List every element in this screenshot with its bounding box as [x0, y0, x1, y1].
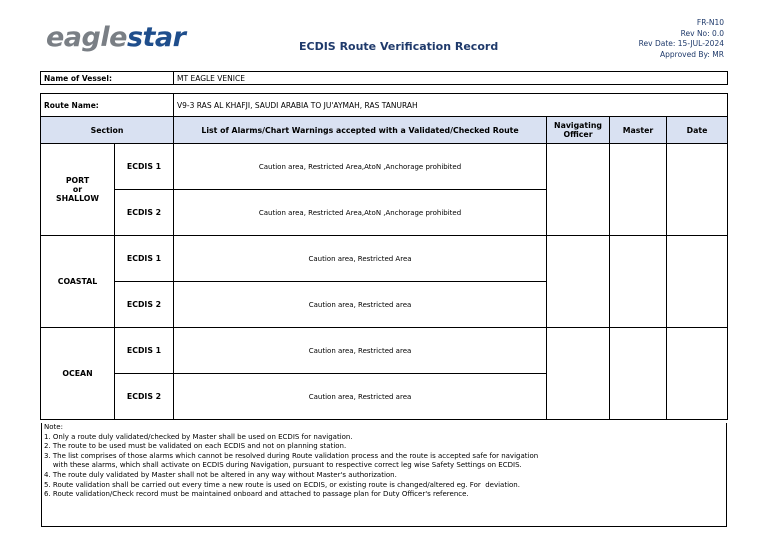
- column-header-row: [41, 117, 728, 144]
- alarm-list-cell[interactable]: Caution area, Restricted Area: [174, 236, 547, 282]
- approved-by: Approved By: MR: [660, 49, 724, 59]
- revision-number: Rev No: 0.0: [680, 28, 724, 38]
- master-signature-cell[interactable]: [610, 328, 667, 420]
- note-item: 4. The route duly validated by Master shall not be altered in any way without Master's authorization.: [44, 470, 397, 479]
- officer-signature-cell[interactable]: [547, 236, 610, 328]
- alarm-list-cell[interactable]: Caution area, Restricted area: [174, 328, 547, 374]
- date-header: Date: [667, 117, 728, 144]
- alarm-list-cell[interactable]: Caution area, Restricted area: [174, 282, 547, 328]
- section-coastal: COASTAL: [41, 236, 115, 328]
- form-number: FR-N10: [696, 18, 724, 27]
- document-control-block: [639, 18, 724, 60]
- section-ocean: OCEAN: [41, 328, 115, 420]
- ecdis-label: ECDIS 1: [115, 328, 174, 374]
- route-name-field[interactable]: V9-3 RAS AL KHAFJI, SAUDI ARABIA TO JU'AYMAH, RAS TANURAH: [174, 94, 728, 117]
- table-row: [41, 236, 728, 282]
- ecdis-label: ECDIS 2: [115, 190, 174, 236]
- master-header: Master: [610, 117, 667, 144]
- alarms-header: List of Alarms/Chart Warnings accepted with a Validated/Checked Route: [174, 117, 547, 144]
- route-row: [41, 94, 728, 117]
- vessel-label: Name of Vessel:: [41, 72, 174, 85]
- master-signature-cell[interactable]: [610, 144, 667, 236]
- note-item: 5. Route validation shall be carried out every time a new route is used on ECDIS, or existing route is changed/altered eg. For deviation.: [44, 480, 520, 489]
- notes-heading: Note:: [44, 423, 63, 431]
- section-port-shallow: PORT or SHALLOW: [41, 144, 115, 236]
- alarm-list-cell[interactable]: Caution area, Restricted Area,AtoN ,Anchorage prohibited: [174, 190, 547, 236]
- date-cell[interactable]: [667, 144, 728, 236]
- officer-header: Navigating Officer: [547, 117, 610, 144]
- note-item: 1. Only a route duly validated/checked by Master shall be used on ECDIS for navigation.: [44, 432, 353, 441]
- section-header: Section: [41, 117, 174, 144]
- notes-section: [41, 423, 727, 527]
- alarm-list-cell[interactable]: Caution area, Restricted Area,AtoN ,Anchorage prohibited: [174, 144, 547, 190]
- ecdis-label: ECDIS 1: [115, 144, 174, 190]
- route-label: Route Name:: [41, 94, 174, 117]
- officer-signature-cell[interactable]: [547, 328, 610, 420]
- ecdis-label: ECDIS 2: [115, 282, 174, 328]
- officer-signature-cell[interactable]: [547, 144, 610, 236]
- note-item: 2. The route to be used must be validated on each ECDIS and not on planning station.: [44, 442, 347, 451]
- document-title: ECDIS Route Verification Record: [299, 40, 499, 53]
- table-row: [41, 144, 728, 190]
- master-signature-cell[interactable]: [610, 236, 667, 328]
- note-item: with these alarms, which shall activate on ECDIS during Navigation, pursuant to respective correct leg wise Safety Settings on ECDIS.: [44, 461, 522, 470]
- alarm-list-cell[interactable]: Caution area, Restricted area: [174, 374, 547, 420]
- table-row: [41, 328, 728, 374]
- spacer-row: [41, 85, 728, 94]
- note-item: 6. Route validation/Check record must be maintained onboard and attached to passage plan for Duty Officer's reference.: [44, 490, 469, 499]
- revision-date: Rev Date: 15-JUL-2024: [638, 39, 724, 48]
- date-cell[interactable]: [667, 236, 728, 328]
- date-cell[interactable]: [667, 328, 728, 420]
- route-verification-table: [40, 71, 728, 420]
- ecdis-label: ECDIS 1: [115, 236, 174, 282]
- note-item: 3. The list comprises of those alarms which cannot be resolved during Route validation process and the route is accepted safe for navigation: [44, 451, 539, 460]
- company-logo: eaglestar: [46, 22, 186, 53]
- ecdis-label: ECDIS 2: [115, 374, 174, 420]
- vessel-row: [41, 72, 728, 85]
- vessel-name-field[interactable]: MT EAGLE VENICE: [174, 72, 728, 85]
